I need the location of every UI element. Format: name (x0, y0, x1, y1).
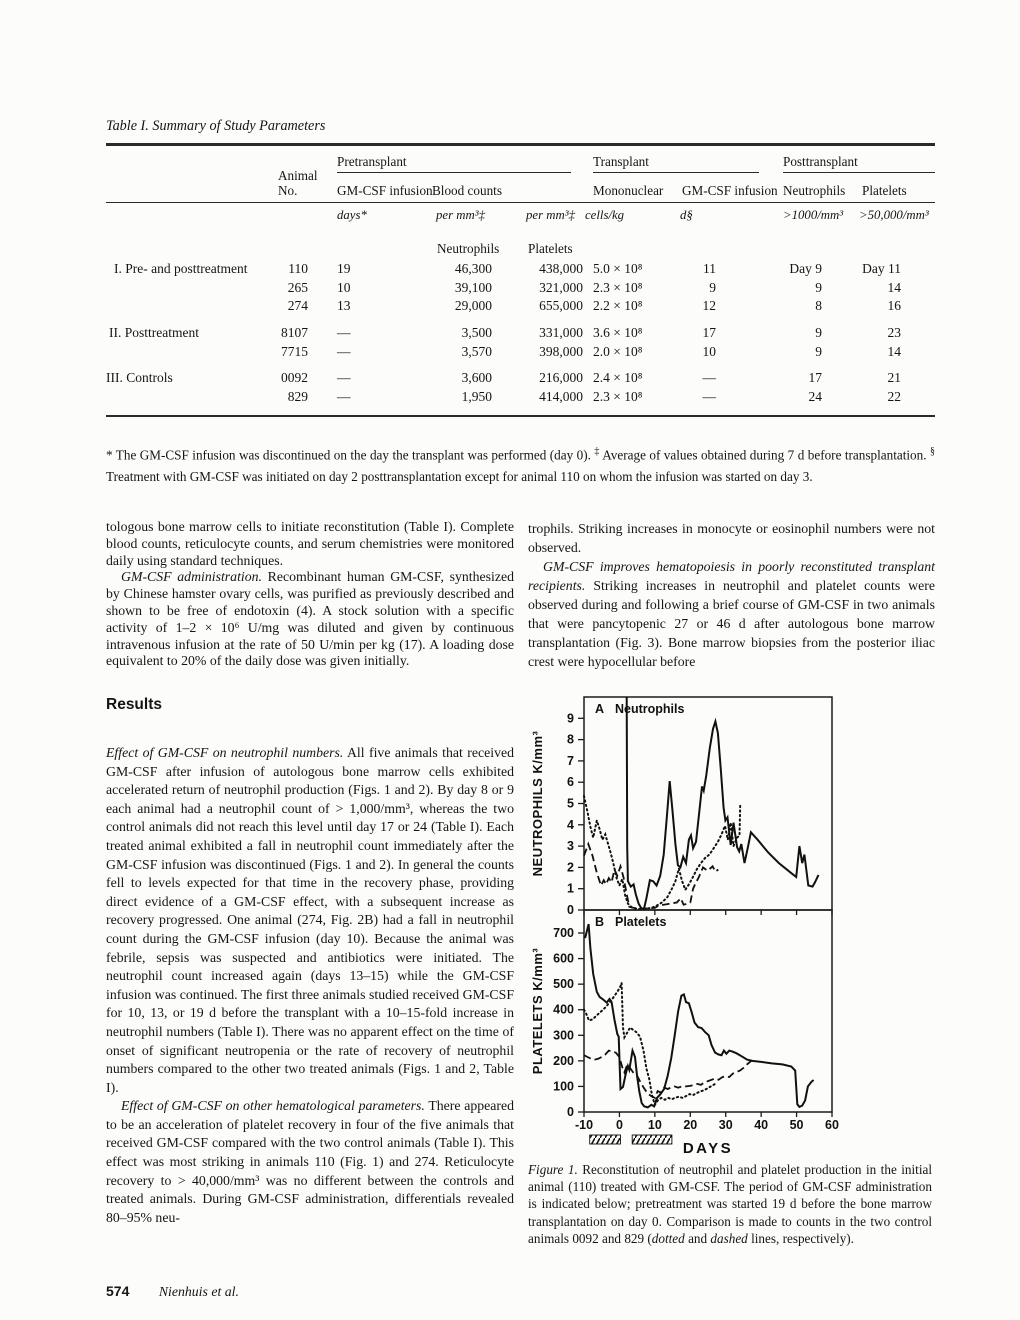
y-tick-label: 7 (567, 753, 574, 768)
column-header: Platelets (862, 182, 907, 198)
paragraph (528, 519, 935, 557)
page-footer (106, 1283, 239, 1300)
group-header-posttransplant: Posttransplant (783, 153, 858, 169)
y-tick-label: 9 (567, 711, 574, 726)
text-segment: tologous bone marrow cells to initiate reconstitution (Table I). Complete blood counts, reticulocyte counts, and serum chemistries were monitored daily using standard techniques. (106, 519, 514, 568)
table-cell: 3,600 (461, 370, 492, 386)
y-tick-label: 4 (567, 817, 574, 832)
table-row (106, 261, 935, 280)
table-footnote (106, 441, 935, 488)
table-cell: 17 (808, 370, 822, 386)
table-cell: — (702, 370, 716, 386)
text-segment: Figure 1. (528, 1162, 578, 1177)
table-cell: 0092 (281, 370, 308, 386)
table-cell: 655,000 (539, 298, 583, 314)
table-cell: 19 (337, 261, 351, 277)
column-header: Neutrophils (783, 182, 846, 198)
paragraph (528, 557, 935, 671)
subheader-neutrophils: Neutrophils (437, 241, 500, 257)
table-section (106, 325, 935, 362)
table-cell: 8 (815, 298, 822, 314)
table-cell: 2.3 × 10⁸ (593, 388, 643, 404)
x-tick-label: 30 (718, 1118, 733, 1132)
table-section (106, 370, 935, 407)
table-cell: 21 (887, 370, 901, 386)
gm-csf-treatment-bar (632, 1135, 672, 1144)
text-segment: All five animals that received GM-CSF after infusion of autologous bone marrow cells exhibited accelerated return of neutrophil production (Figs. 1 and 2). By day 8 or 9 each animal had a neutrophil count of > 1,000/mm³, whereas the two control animals did not reach this level until day 17 or 24 (Table I). Each treated animal exhibited a fall in neutrophil count immediately after the GM-CSF infusion was discontinued (Figs. 1 and 2). In general the counts fell to levels expected for that time in the recovery phase, providing direct evidence of a GM-CSF effect, with a subsequent increase as recovery progressed. One animal (274, Fig. 2B) had a fall in neutrophil count during the GM-CSF infusion (day 10). Because the animal was febrile, sepsis was suspected and antibiotics were initiated. The neutrophil count increased again (days 13–15) while the GM-CSF infusion was continued. The first three animals studied received GM-CSF for 10, 13, or 19 d before the transplant with a 10–15-fold increase in neutrophil numbers (Table I). There was no apparent effect on the time of onset of significant neutropenia or the rate of recovery of neutrophil numbers compared to the other two treated animals (Figs. 1 and 2, Table I). (106, 745, 514, 1095)
right-column-text (528, 519, 935, 671)
table-cell: Day 11 (862, 261, 901, 277)
table-body (106, 258, 935, 407)
panel-title: Platelets (615, 915, 667, 929)
footer-authors: Nienhuis et al. (158, 1284, 239, 1299)
panel-letter: B (595, 915, 605, 929)
unit-header: per mm³‡ (436, 208, 485, 223)
table-row (106, 370, 935, 389)
group-underline (783, 172, 935, 173)
table-cell: 9 (815, 279, 822, 295)
table-cell: 110 (288, 261, 308, 277)
table-cell: 46,300 (454, 261, 492, 277)
group-header-pretransplant: Pretransplant (337, 153, 407, 169)
table-cell: — (702, 388, 716, 404)
table-row (106, 280, 935, 299)
text-segment: Treatment with GM-CSF was initiated on day 2 posttransplantation except for animal 110 on whom the infusion was started on day 3. (106, 469, 813, 485)
table-cell: 321,000 (539, 279, 583, 295)
table-cell: 22 (887, 388, 901, 404)
table-cell: 216,000 (539, 370, 583, 386)
y-tick-label: 3 (567, 839, 574, 854)
x-tick-label: 0 (615, 1118, 623, 1132)
y-tick-label: 0 (567, 903, 574, 917)
table-row (106, 389, 935, 408)
unit-header: >50,000/mm³ (859, 208, 929, 223)
section-label: III. Controls (106, 370, 173, 386)
table-cell: 39,100 (454, 279, 492, 295)
table-cell: — (337, 343, 351, 359)
table-cell: 265 (287, 279, 308, 295)
paragraph (106, 569, 514, 670)
column-header: GM-CSF infusion (337, 182, 433, 198)
table-bottom-rule (106, 415, 935, 417)
left-column-methods (106, 519, 514, 670)
y-tick-label: 0 (567, 1105, 574, 1119)
text-segment: Effect of GM-CSF on neutrophil numbers. (106, 745, 344, 760)
paragraph (106, 744, 514, 1097)
figure-1-caption (528, 1161, 932, 1247)
series-animal-110-treated (585, 924, 814, 1107)
text-segment: Reconstitution of neutrophil and platelet production in the initial animal (110) treated with GM-CSF. The period of GM-CSF administration is indicated below; pretreatment was started 19 d before the bone marrow transplantation on day 0. Comparison is made to counts in the two control animals 0092 and 829 ( (528, 1162, 933, 1246)
panel-A (530, 697, 832, 917)
text-segment: GM-CSF improves hematopoiesis in poorly reconstituted transplant recipients. (528, 559, 935, 593)
x-tick-label: 50 (789, 1118, 804, 1132)
section-label: I. Pre- and posttreatment (114, 261, 248, 277)
text-segment: lines, respectively). (747, 1230, 854, 1246)
gm-csf-treatment-bar (590, 1135, 621, 1144)
text-segment: Effect of GM-CSF on other hematological parameters. (121, 1098, 425, 1114)
section-label: II. Posttreatment (109, 324, 199, 340)
table-cell: 23 (887, 324, 901, 340)
left-column-results (106, 744, 514, 1227)
y-tick-label: 6 (567, 775, 574, 790)
y-tick-label: 1 (567, 881, 574, 896)
panel-frame (584, 697, 832, 910)
page-number: 574 (106, 1283, 130, 1299)
table-cell: 5.0 × 10⁸ (593, 261, 643, 277)
unit-header: >1000/mm³ (783, 208, 844, 223)
table-cell: 1,950 (461, 388, 492, 404)
text-segment: There appeared to be an acceleration of platelet recovery in four of the five animals that received GM-CSF compared with the two control animals (Table I). This effect was most striking in animals 110 (Fig. 1) and 274. Reticulocyte recovery to > 40,000/mm³ was no different between the controls and treated animals. During GM-CSF administration, differentials revealed 80–95% neu- (106, 1098, 514, 1225)
text-segment: § (930, 446, 935, 458)
table-cell: 14 (887, 279, 901, 295)
text-segment: ‡ (594, 446, 600, 458)
column-header: Blood counts (432, 182, 502, 198)
y-axis-title: NEUTROPHILS K/mm³ (530, 730, 545, 877)
table-cell: 13 (337, 298, 351, 314)
unit-header: cells/kg (585, 208, 625, 223)
table-cell: — (337, 324, 351, 340)
subheader-platelets: Platelets (528, 241, 573, 257)
unit-header: per mm³‡ (526, 208, 575, 223)
table-cell: 414,000 (539, 388, 583, 404)
table-cell: 3,570 (461, 343, 492, 359)
study-parameters-table (106, 118, 935, 488)
x-tick-label: 20 (683, 1118, 698, 1132)
table-row (106, 298, 935, 317)
figure-1-chart (520, 688, 854, 1166)
text-segment: dotted (651, 1230, 685, 1246)
x-tick-label: -10 (574, 1118, 594, 1132)
table-cell: 8107 (281, 324, 308, 340)
table-cell: 398,000 (539, 343, 583, 359)
table-cell: 2.2 × 10⁸ (593, 298, 643, 314)
text-segment: Striking increases in neutrophil and platelet counts were observed during and following a brief course of GM-CSF in two animals that were pancytopenic 27 or 46 d after autologous bone marrow transplantation (Fig. 3). Bone marrow biopsies from the posterior iliac crest were hypocellular before (528, 578, 935, 669)
series-control-0092 (584, 796, 740, 909)
table-cell: 7715 (281, 343, 308, 359)
text-segment: dashed (710, 1230, 748, 1246)
table-cell: 2.0 × 10⁸ (593, 343, 643, 359)
table-cell: 829 (287, 388, 308, 404)
panel-title: Neutrophils (615, 702, 685, 716)
x-tick-label: 40 (754, 1118, 769, 1132)
table-cell: 14 (887, 343, 901, 359)
y-tick-label: 100 (553, 1079, 574, 1094)
column-header: Mononuclear (593, 182, 664, 198)
table-cell: 12 (702, 298, 716, 314)
panel-letter: A (595, 702, 605, 716)
paragraph (106, 519, 514, 569)
x-tick-label: 10 (647, 1118, 662, 1132)
y-tick-label: 600 (553, 951, 574, 966)
table-title: Table I. Summary of Study Parameters (106, 118, 326, 134)
column-header-animal: Animal No. (278, 167, 318, 199)
text-segment: * The GM-CSF infusion was discontinued on the day the transplant was performed (day 0). (106, 447, 595, 463)
series-animal-110-treated (627, 697, 819, 909)
unit-header: d§ (680, 208, 693, 223)
table-cell: 331,000 (539, 324, 583, 340)
y-tick-label: 200 (553, 1053, 574, 1068)
table-cell: 9 (815, 324, 822, 340)
table-cell: 24 (808, 388, 822, 404)
unit-header: days* (337, 208, 367, 223)
column-header: GM-CSF infusion (682, 182, 778, 198)
paragraph (106, 1097, 514, 1227)
group-underline (593, 172, 759, 173)
y-tick-label: 5 (567, 796, 574, 811)
text-segment: Average of values obtained during 7 d before transplantation. (599, 447, 930, 463)
table-row (106, 325, 935, 344)
table-cell: 3,500 (461, 324, 492, 340)
table-cell: 2.3 × 10⁸ (593, 279, 643, 295)
table-cell: 17 (702, 324, 716, 340)
table-cell: 3.6 × 10⁸ (593, 324, 643, 340)
table-subheader-row (106, 225, 935, 258)
panel-B (530, 910, 832, 1119)
table-cell: 9 (815, 343, 822, 359)
y-axis-title: PLATELETS K/mm³ (530, 947, 545, 1075)
table-units-row (106, 203, 935, 225)
table-row (106, 344, 935, 363)
y-tick-label: 400 (553, 1002, 574, 1017)
text-segment: GM-CSF administration. (121, 569, 262, 585)
table-cell: 438,000 (539, 261, 583, 277)
table-cell: 11 (703, 261, 716, 277)
table-header (106, 146, 935, 202)
results-heading: Results (106, 696, 162, 713)
table-cell: Day 9 (789, 261, 822, 277)
table-cell: 274 (287, 298, 308, 314)
table-section (106, 261, 935, 317)
table-cell: 16 (887, 298, 901, 314)
y-tick-label: 700 (553, 926, 574, 941)
text-segment: and (684, 1230, 711, 1246)
group-underline (337, 172, 571, 173)
x-axis-title: DAYS (682, 1140, 734, 1157)
series-control-829 (584, 844, 718, 909)
y-tick-label: 8 (567, 732, 574, 747)
table-cell: 10 (702, 343, 716, 359)
y-tick-label: 300 (553, 1028, 574, 1043)
text-segment: trophils. Striking increases in monocyte or eosinophil numbers were not observed. (528, 521, 935, 555)
y-tick-label: 2 (567, 860, 574, 875)
table-cell: 9 (709, 279, 716, 295)
text-segment: Recombinant human GM-CSF, synthesized by Chinese hamster ovary cells, was purified as previously described and shown to be free of endotoxin (4). A stock solution with a specific activity of 1–2 × 10⁶ U/mg was diluted and given by continuous intravenous infusion at the rate of 50 U/min per kg (17). A loading dose equivalent to 20% of the daily dose was given initially. (106, 569, 514, 669)
group-header-transplant: Transplant (593, 153, 649, 169)
table-cell: — (337, 388, 351, 404)
table-cell: 2.4 × 10⁸ (593, 370, 643, 386)
table-cell: — (337, 370, 351, 386)
figure-1 (520, 688, 854, 1166)
x-tick-label: 60 (825, 1118, 839, 1132)
y-tick-label: 500 (553, 977, 574, 992)
table-cell: 10 (337, 279, 351, 295)
table-cell: 29,000 (454, 298, 492, 314)
